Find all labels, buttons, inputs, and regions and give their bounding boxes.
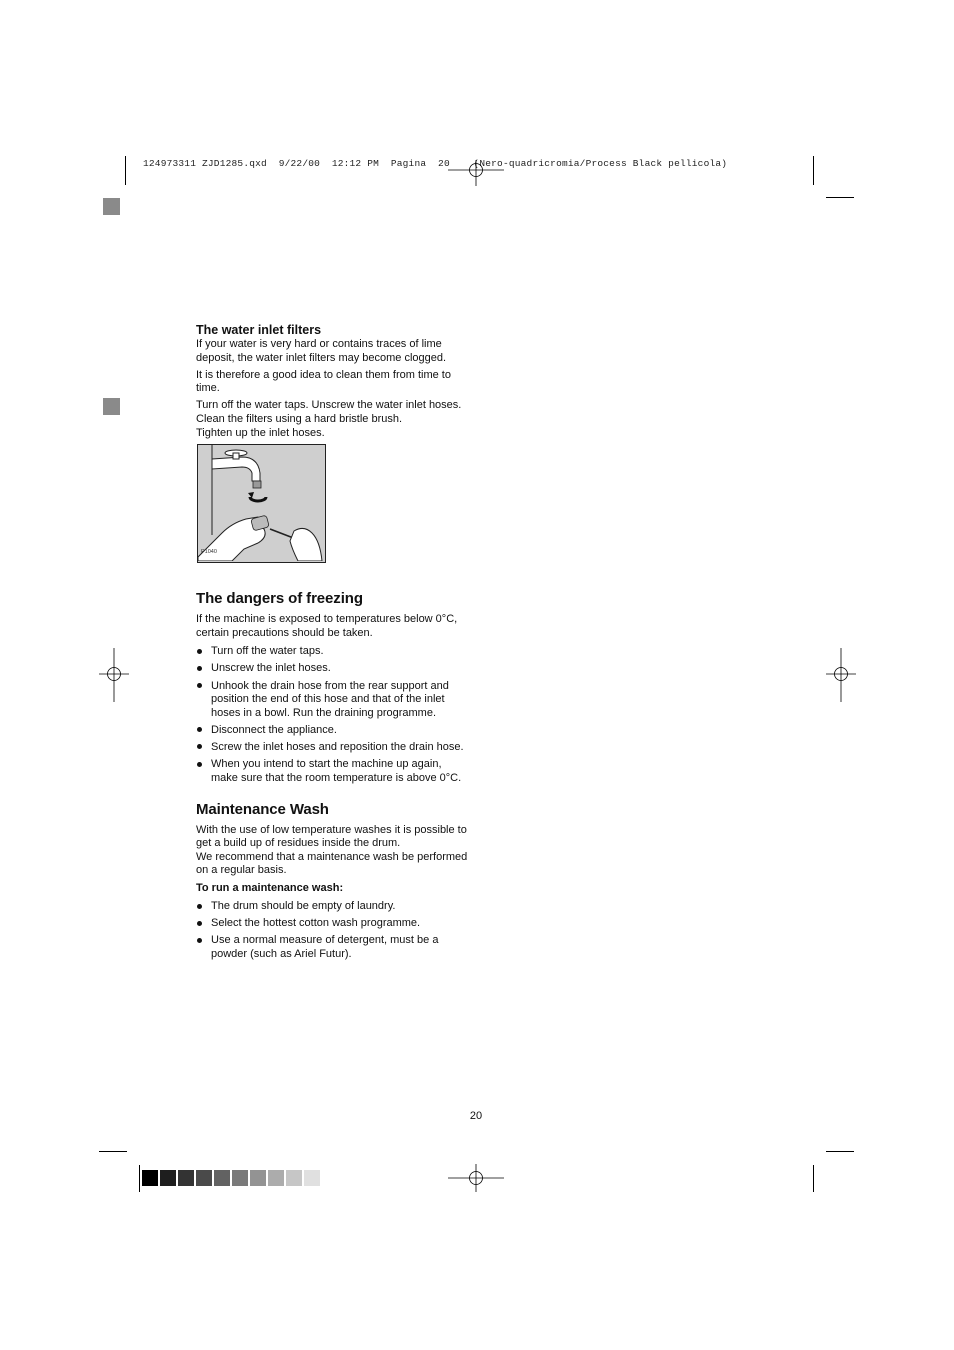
list-item: Turn off the water taps.	[196, 645, 468, 659]
section-dangers-of-freezing	[196, 590, 468, 785]
color-swatch	[304, 1170, 320, 1186]
list-item: Screw the inlet hoses and reposition the drain hose.	[196, 741, 468, 755]
page-number: 20	[469, 1110, 483, 1122]
crop-mark-top-left-v	[125, 156, 126, 185]
tap-and-brush-drawing	[198, 445, 324, 561]
color-swatch	[178, 1170, 194, 1186]
registration-mark-bottom	[448, 1164, 504, 1194]
list-item: When you intend to start the machine up again, make sure that the room temperature is above 0°C.	[196, 758, 468, 785]
maintenance-paragraph: We recommend that a maintenance wash be performed on a regular basis.	[196, 850, 468, 877]
registration-mark-right	[826, 648, 856, 702]
color-swatch	[232, 1170, 248, 1186]
color-swatch	[268, 1170, 284, 1186]
crop-mark-top-right-h	[826, 197, 854, 198]
freezing-title: The dangers of freezing	[196, 590, 363, 608]
filter-cleaning-illustration	[197, 444, 326, 563]
registration-mark-left	[99, 648, 129, 702]
water-filters-title: The water inlet filters	[196, 323, 322, 337]
maintenance-list	[196, 900, 468, 961]
list-item: Unscrew the inlet hoses.	[196, 662, 468, 676]
color-calibration-bar	[142, 1170, 320, 1186]
crop-mark-bottom-right-v	[813, 1165, 814, 1192]
freezing-list	[196, 645, 468, 785]
registration-mark-top	[448, 156, 504, 186]
list-item: Disconnect the appliance.	[196, 724, 468, 738]
water-filters-paragraph: It is therefore a good idea to clean them from time to time.	[196, 368, 451, 395]
crop-mark-bottom-left-h	[99, 1151, 127, 1152]
crop-mark-top-right-v	[813, 156, 814, 185]
side-marker-square-middle	[103, 398, 120, 415]
water-filters-step: Tighten up the inlet hoses.	[196, 426, 325, 439]
content-column	[196, 323, 468, 965]
print-header: 124973311 ZJD1285.qxd 9/22/00 12:12 PM Pagina 20 (Nero-quadricromia/Process Black pellicola)	[143, 158, 728, 169]
maintenance-subheading: To run a maintenance wash:	[196, 881, 344, 894]
color-swatch	[196, 1170, 212, 1186]
list-item: The drum should be empty of laundry.	[196, 900, 468, 914]
water-filters-step: Turn off the water taps. Unscrew the water inlet hoses.	[196, 399, 462, 412]
color-swatch	[142, 1170, 158, 1186]
side-marker-square-top	[103, 198, 120, 215]
color-swatch	[160, 1170, 176, 1186]
section-water-inlet-filters	[196, 323, 468, 563]
maintenance-title: Maintenance Wash	[196, 800, 329, 818]
color-swatch	[250, 1170, 266, 1186]
crop-mark-bottom-right-h	[826, 1151, 854, 1152]
list-item: Use a normal measure of detergent, must be a powder (such as Ariel Futur).	[196, 934, 468, 961]
color-swatch	[286, 1170, 302, 1186]
maintenance-paragraph: With the use of low temperature washes it is possible to get a build up of residues inside the drum.	[196, 823, 467, 850]
color-swatch	[214, 1170, 230, 1186]
list-item: Unhook the drain hose from the rear support and position the end of this hose and that of the inlet hoses in a bowl. Run the draining programme.	[196, 680, 468, 721]
crop-mark-bottom-left-v	[139, 1165, 140, 1192]
freezing-intro: If the machine is exposed to temperatures below 0°C, certain precautions should be taken.	[196, 613, 458, 639]
water-filters-step: Clean the filters using a hard bristle brush.	[196, 412, 403, 425]
water-filters-paragraph: If your water is very hard or contains traces of lime deposit, the water inlet filters may become clogged.	[196, 338, 447, 364]
list-item: Select the hottest cotton wash programme.	[196, 917, 468, 931]
figure-code: P1040	[201, 548, 217, 555]
section-maintenance-wash	[196, 801, 468, 962]
